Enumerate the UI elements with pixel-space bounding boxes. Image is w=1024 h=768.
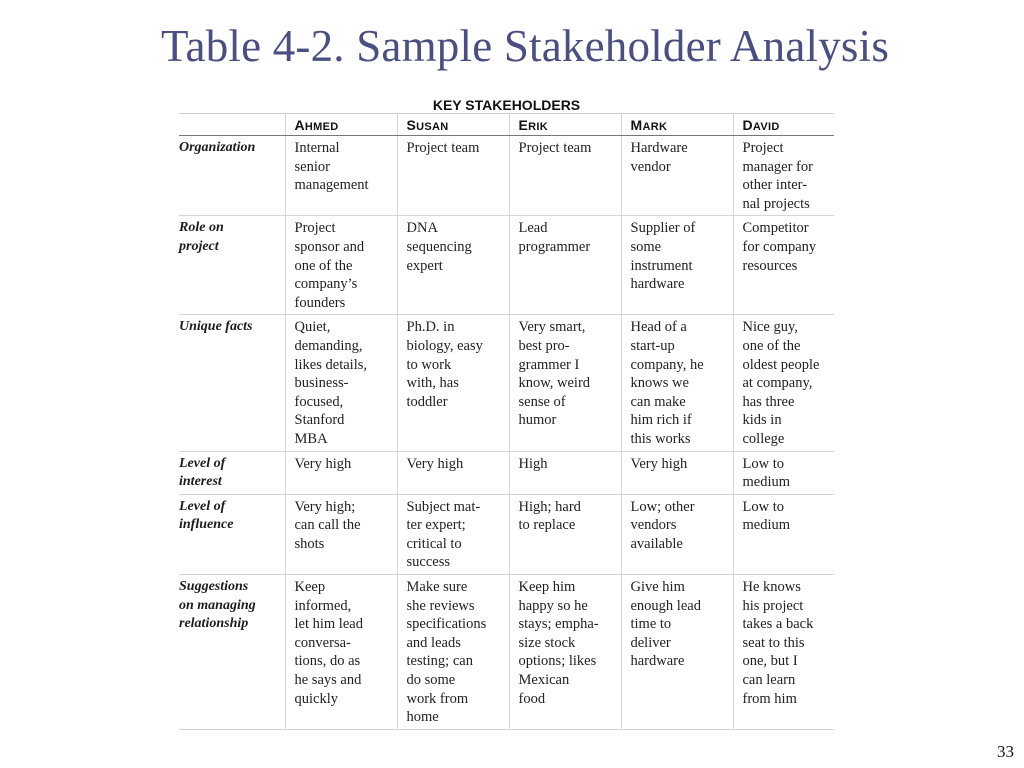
- table-cell: High; hard to replace: [509, 494, 621, 574]
- table-cell: Supplier of some instrument hardware: [621, 216, 733, 315]
- column-header-mark: MARK: [621, 114, 733, 136]
- table-row-organization: [179, 136, 834, 216]
- table-cell: Very high; can call the shots: [285, 494, 397, 574]
- table-cell: Very high: [621, 451, 733, 494]
- table-cell: DNA sequencing expert: [397, 216, 509, 315]
- row-label: Organization: [179, 136, 285, 216]
- header-corner: [179, 114, 285, 136]
- table-cell: Lead programmer: [509, 216, 621, 315]
- table-cell: Make sure she reviews specifications and leads testing; can do some work from home: [397, 575, 509, 730]
- row-label: Suggestions on managing relationship: [179, 575, 285, 730]
- table-caption: KEY STAKEHOLDERS: [179, 95, 834, 114]
- table-cell: Head of a start-up company, he knows we can make him rich if this works: [621, 315, 733, 451]
- table-cell: Low to medium: [733, 494, 834, 574]
- table-cell: High: [509, 451, 621, 494]
- table-cell: Very high: [285, 451, 397, 494]
- row-label: Level of influence: [179, 494, 285, 574]
- table-cell: Project team: [397, 136, 509, 216]
- table-row-interest: [179, 451, 834, 494]
- column-header-erik: ERIK: [509, 114, 621, 136]
- column-header-david: DAVID: [733, 114, 834, 136]
- table-cell: Project manager for other inter- nal projects: [733, 136, 834, 216]
- table-cell: Keep him happy so he stays; empha- size stock options; likes Mexican food: [509, 575, 621, 730]
- table-row-unique-facts: [179, 315, 834, 451]
- table-cell: Give him enough lead time to deliver hardware: [621, 575, 733, 730]
- row-label: Role on project: [179, 216, 285, 315]
- table-cell: Nice guy, one of the oldest people at company, has three kids in college: [733, 315, 834, 451]
- table-cell: He knows his project takes a back seat to this one, but I can learn from him: [733, 575, 834, 730]
- table-cell: Internal senior management: [285, 136, 397, 216]
- table-cell: Ph.D. in biology, easy to work with, has toddler: [397, 315, 509, 451]
- stakeholder-table: [179, 114, 834, 730]
- table-row-role: [179, 216, 834, 315]
- table-cell: Low; other vendors available: [621, 494, 733, 574]
- table-cell: Subject mat- ter expert; critical to success: [397, 494, 509, 574]
- table-cell: Project sponsor and one of the company’s founders: [285, 216, 397, 315]
- row-label: Level of interest: [179, 451, 285, 494]
- table-row-influence: [179, 494, 834, 574]
- slide-title: Table 4-2. Sample Stakeholder Analysis: [160, 21, 890, 71]
- table-cell: Quiet, demanding, likes details, business- focused, Stanford MBA: [285, 315, 397, 451]
- column-header-susan: SUSAN: [397, 114, 509, 136]
- table-cell: Competitor for company resources: [733, 216, 834, 315]
- column-header-ahmed: AHMED: [285, 114, 397, 136]
- table-cell: Low to medium: [733, 451, 834, 494]
- table-header-row: [179, 114, 834, 136]
- row-label: Unique facts: [179, 315, 285, 451]
- table-cell: Project team: [509, 136, 621, 216]
- table-row-suggestions: [179, 575, 834, 730]
- table-cell: Very high: [397, 451, 509, 494]
- page-number: 33: [997, 742, 1014, 761]
- stakeholder-table-container: [179, 95, 834, 730]
- table-cell: Very smart, best pro- grammer I know, weird sense of humor: [509, 315, 621, 451]
- table-cell: Keep informed, let him lead conversa- tions, do as he says and quickly: [285, 575, 397, 730]
- table-cell: Hardware vendor: [621, 136, 733, 216]
